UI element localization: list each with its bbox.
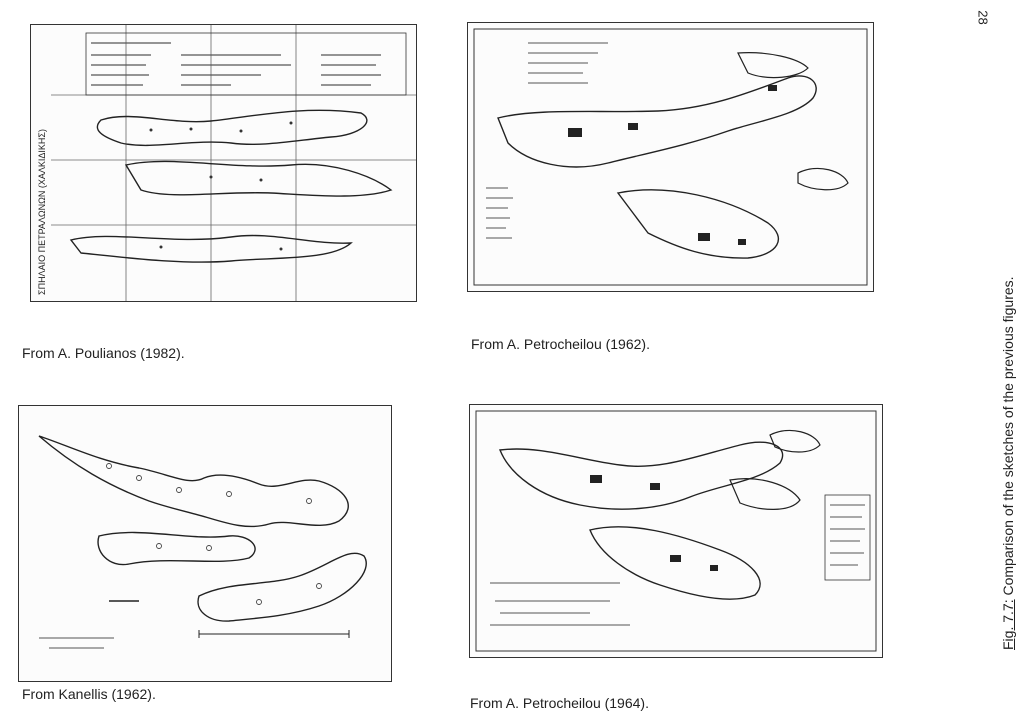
sketch-kanellis [18,405,392,682]
caption-petrocheilou-1962: From A. Petrocheilou (1962). [471,336,650,352]
sketch-poulianos [30,24,417,302]
poulianos-map [31,25,416,301]
poulianos-map-title: ΣΠΗΛΑΙΟ ΠΕΤΡΑΛΩΝΩΝ (ΧΑΛΚΙΔΙΚΗΣ) [37,129,47,295]
figure-caption [1000,276,1020,650]
caption-kanellis: From Kanellis (1962). [22,686,156,702]
page-number: 28 [975,10,991,25]
caption-poulianos: From A. Poulianos (1982). [22,345,185,361]
figure-caption-label: Fig. 7.7: [1000,599,1016,650]
caption-petrocheilou-1964: From A. Petrocheilou (1964). [470,695,649,711]
petrocheilou-1964-map [470,405,882,657]
figure-caption-text: Comparison of the sketches of the previous figures. [1000,276,1016,600]
kanellis-map [19,406,391,681]
sketch-petrocheilou-1964 [469,404,883,658]
sketch-petrocheilou-1962 [467,22,874,292]
petrocheilou-1962-map [468,23,873,291]
